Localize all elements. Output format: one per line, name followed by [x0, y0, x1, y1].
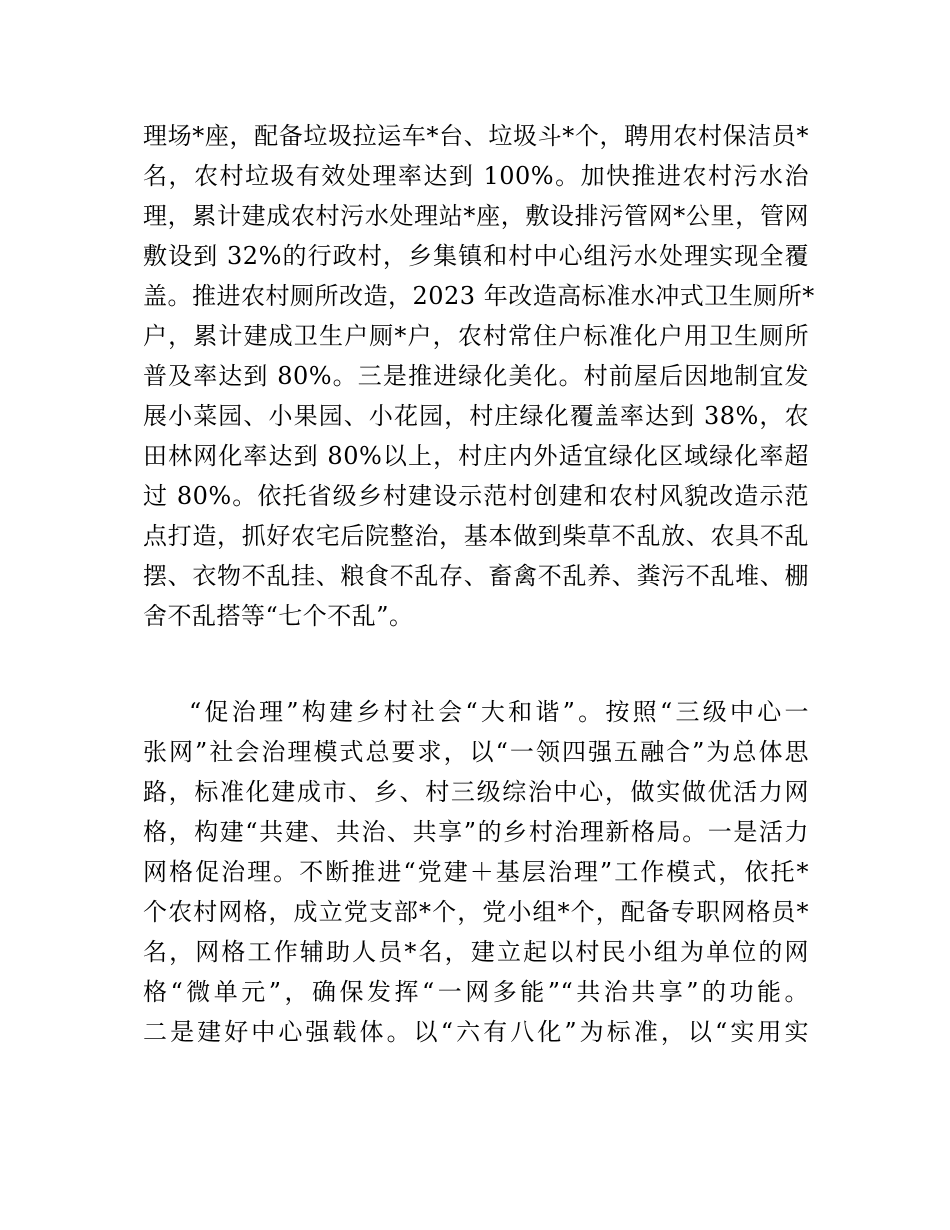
text-line: 网格促治理。不断推进“党建＋基层治理”工作模式，依托* — [143, 858, 809, 886]
text-line: 过 80%。依托省级乡村建设示范村创建和农村风貌改造示范 — [143, 482, 809, 510]
text-line: 普及率达到 80%。三是推进绿化美化。村前屋后因地制宜发 — [143, 362, 809, 390]
text-line: 敷设到 32%的行政村，乡集镇和村中心组污水处理实现全覆 — [143, 242, 809, 270]
text-line: 户，累计建成卫生户厕*户，农村常住户标准化户用卫生厕所 — [143, 322, 809, 350]
text-line: 名，网格工作辅助人员*名，建立起以村民小组为单位的网 — [143, 938, 809, 966]
text-line: 格，构建“共建、共治、共享”的乡村治理新格局。一是活力 — [143, 818, 809, 846]
text-line: 田林网化率达到 80%以上，村庄内外适宜绿化区域绿化率超 — [143, 442, 809, 470]
text-line: 张网”社会治理模式总要求，以“一领四强五融合”为总体思 — [143, 738, 809, 766]
text-line: 格“微单元”，确保发挥“一网多能”“共治共享”的功能。 — [143, 978, 809, 1006]
paragraph-rural-environment — [143, 116, 815, 636]
paragraph-rural-governance — [143, 692, 809, 1052]
text-line: 名，农村垃圾有效处理率达到 100%。加快推进农村污水治 — [143, 162, 809, 190]
text-line: 理场*座，配备垃圾拉运车*台、垃圾斗*个，聘用农村保洁员* — [143, 122, 809, 150]
text-line: 盖。推进农村厕所改造，2023 年改造高标准水冲式卫生厕所* — [143, 282, 815, 310]
text-line: 个农村网格，成立党支部*个，党小组*个，配备专职网格员* — [143, 898, 809, 926]
text-line: 路，标准化建成市、乡、村三级综治中心，做实做优活力网 — [143, 778, 809, 806]
text-line: 展小菜园、小果园、小花园，村庄绿化覆盖率达到 38%，农 — [143, 402, 809, 430]
text-line: 摆、衣物不乱挂、粮食不乱存、畜禽不乱养、粪污不乱堆、棚 — [143, 562, 809, 590]
text-line: 舍不乱搭等“七个不乱”。 — [143, 602, 414, 630]
text-line: 二是建好中心强载体。以“六有八化”为标准，以“实用实 — [143, 1018, 809, 1046]
text-line: 理，累计建成农村污水处理站*座，敷设排污管网*公里，管网 — [143, 202, 809, 230]
text-line: “促治理”构建乡村社会“大和谐”。按照“三级中心一 — [189, 698, 809, 726]
text-line: 点打造，抓好农宅后院整治，基本做到柴草不乱放、农具不乱 — [143, 522, 809, 550]
